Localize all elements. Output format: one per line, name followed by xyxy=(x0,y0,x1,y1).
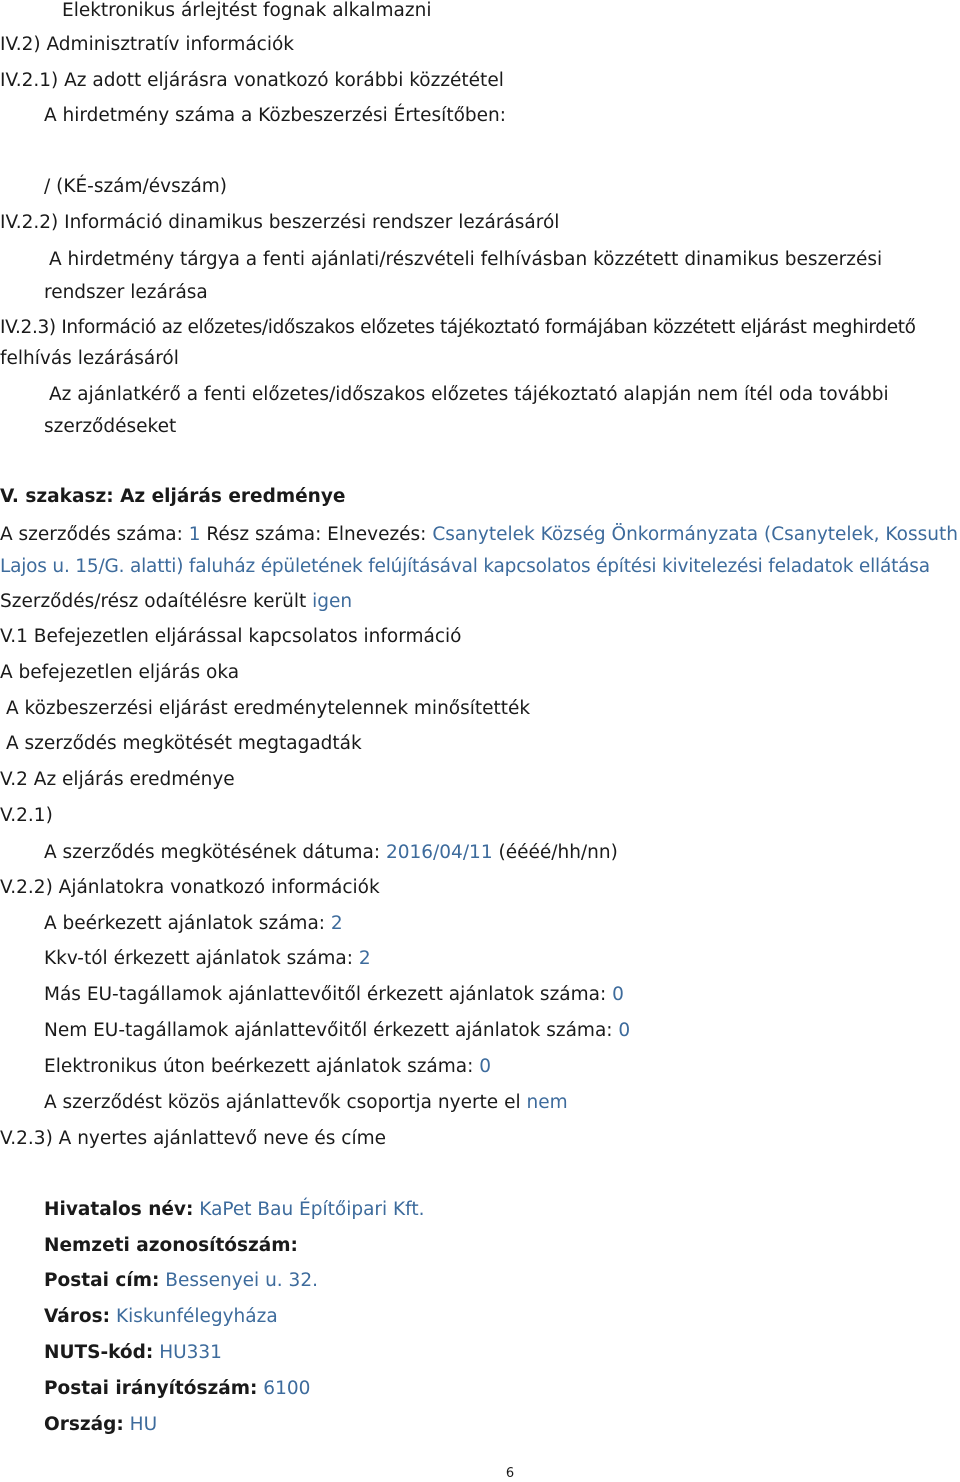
text-line: Elektronikus árlejtést fognak alkalmazni xyxy=(62,0,432,21)
winner-address xyxy=(44,1268,318,1294)
section-heading: V.2.2) Ajánlatokra vonatkozó információk xyxy=(0,877,380,898)
offers-line xyxy=(44,982,624,1008)
value: 6100 xyxy=(263,1378,311,1399)
section-heading: V.1 Befejezetlen eljárással kapcsolatos információ xyxy=(0,626,462,647)
value: 0 xyxy=(618,1020,631,1041)
label: Nemzeti azonosítószám: xyxy=(44,1235,298,1256)
contract-line xyxy=(0,522,958,548)
page-number: 6 xyxy=(505,1466,515,1481)
contract-date: 2016/04/11 xyxy=(385,842,493,863)
value: nem xyxy=(526,1092,568,1113)
text-line: A befejezetlen eljárás oka xyxy=(0,662,240,683)
text-line: Az ajánlatkérő a fenti előzetes/időszakos előzetes tájékoztató alapján nem ítél oda további xyxy=(49,384,889,405)
value: Bessenyei u. 32. xyxy=(165,1270,318,1291)
winner-id xyxy=(44,1233,298,1259)
label: Rész száma: Elnevezés: xyxy=(206,524,427,545)
section-heading: IV.2.1) Az adott eljárásra vonatkozó korábbi közzététel xyxy=(0,70,504,91)
contract-name: Csanytelek Község Önkormányzata (Csanytelek, Kossuth xyxy=(432,524,958,545)
text-line: felhívás lezárásáról xyxy=(0,348,179,369)
value: 2 xyxy=(330,913,343,934)
contract-number: 1 xyxy=(188,524,201,545)
label: Elektronikus úton beérkezett ajánlatok száma: xyxy=(44,1056,474,1077)
section-heading: V.2.1) xyxy=(0,805,53,826)
value: HU331 xyxy=(159,1342,222,1363)
date-format: (éééé/hh/nn) xyxy=(498,842,618,863)
winner-city xyxy=(44,1304,278,1330)
section-heading: IV.2.2) Információ dinamikus beszerzési rendszer lezárásáról xyxy=(0,212,560,233)
offers-line xyxy=(44,911,343,937)
label: Postai irányítószám: xyxy=(44,1378,258,1399)
label: Postai cím: xyxy=(44,1270,160,1291)
label: NUTS-kód: xyxy=(44,1342,154,1363)
label: Város: xyxy=(44,1306,111,1327)
winner-zip xyxy=(44,1376,310,1402)
label: A szerződés megkötésének dátuma: xyxy=(44,842,381,863)
date-line xyxy=(44,840,618,866)
text-line: A hirdetmény száma a Közbeszerzési Értesítőben: xyxy=(44,105,506,126)
awarded-line xyxy=(0,589,352,615)
winner-country xyxy=(44,1412,157,1438)
section-heading: IV.2.3) Információ az előzetes/időszakos előzetes tájékoztató formájában közzétett eljárást meghirdető xyxy=(0,317,916,338)
contract-name-continued: Lajos u. 15/G. alatti) faluház épületének felújításával kapcsolatos építési kivitelezési feladatok ellátása xyxy=(0,556,930,577)
section-heading: V.2.3) A nyertes ajánlattevő neve és címe xyxy=(0,1128,387,1149)
section-heading: IV.2) Adminisztratív információk xyxy=(0,34,295,55)
text-line: A szerződés megkötését megtagadták xyxy=(6,733,362,754)
label: Más EU-tagállamok ajánlattevőitől érkezett ajánlatok száma: xyxy=(44,984,607,1005)
text-line: rendszer lezárása xyxy=(44,282,208,303)
offers-line xyxy=(44,1054,491,1080)
offers-line xyxy=(44,1090,568,1116)
label: Nem EU-tagállamok ajánlattevőitől érkezett ajánlatok száma: xyxy=(44,1020,613,1041)
value: 0 xyxy=(479,1056,492,1077)
value: HU xyxy=(129,1414,158,1435)
text-line: A közbeszerzési eljárást eredménytelennek minősítették xyxy=(6,698,531,719)
awarded-value: igen xyxy=(312,591,353,612)
value: 0 xyxy=(612,984,624,1005)
label: Ország: xyxy=(44,1414,124,1435)
section-heading: V.2 Az eljárás eredménye xyxy=(0,769,235,790)
text-line: A hirdetmény tárgya a fenti ajánlati/részvételi felhívásban közzétett dinamikus beszerzési xyxy=(49,249,883,270)
label: A szerződés száma: xyxy=(0,524,183,545)
text-line: / (KÉ-szám/évszám) xyxy=(44,176,228,197)
text-line: szerződéseket xyxy=(44,416,177,437)
offers-line xyxy=(44,1018,630,1044)
label: Kkv-tól érkezett ajánlatok száma: xyxy=(44,948,353,969)
winner-nuts xyxy=(44,1340,222,1366)
value: Kiskunfélegyháza xyxy=(115,1306,278,1327)
winner-name xyxy=(44,1197,425,1223)
label: Szerződés/rész odaítélésre került xyxy=(0,591,307,612)
value: KaPet Bau Építőipari Kft. xyxy=(199,1199,425,1220)
label: A szerződést közös ajánlattevők csoportja nyerte el xyxy=(44,1092,521,1113)
offers-line xyxy=(44,946,371,972)
value: 2 xyxy=(358,948,371,969)
label: A beérkezett ajánlatok száma: xyxy=(44,913,326,934)
section-title: V. szakasz: Az eljárás eredménye xyxy=(0,486,346,507)
label: Hivatalos név: xyxy=(44,1199,194,1220)
